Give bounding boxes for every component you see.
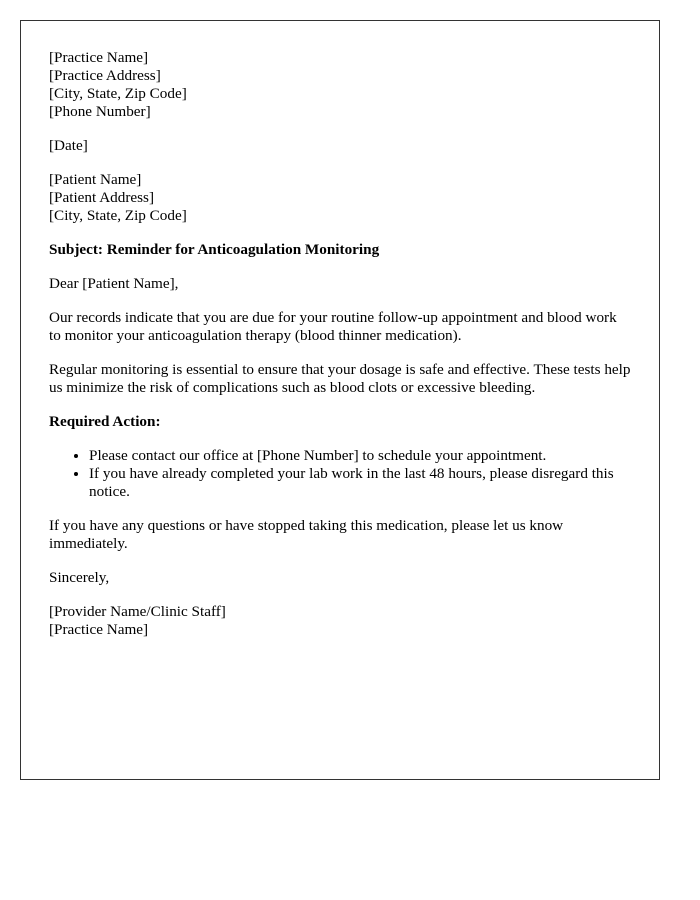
sender-phone: [Phone Number] xyxy=(49,103,151,120)
required-action-heading: Required Action: xyxy=(49,413,161,430)
letter-document xyxy=(20,20,660,780)
salutation: Dear [Patient Name], xyxy=(49,275,179,292)
required-action-list xyxy=(49,447,631,501)
date-block xyxy=(49,137,631,155)
signature-block xyxy=(49,603,631,639)
sender-practice-name: [Practice Name] xyxy=(49,49,149,66)
letter-date: [Date] xyxy=(49,137,88,154)
sender-practice-address: [Practice Address] xyxy=(49,67,161,84)
required-action-item: • If you have already completed your lab work in the last 48 hours, please disregard this notice. xyxy=(89,465,631,501)
body-paragraph-records: Our records indicate that you are due for your routine follow-up appointment and blood work to monitor your anticoagulation therapy (blood thinner medication). xyxy=(49,309,617,344)
signature-provider: [Provider Name/Clinic Staff] xyxy=(49,603,226,620)
body-paragraph-monitoring: Regular monitoring is essential to ensure that your dosage is safe and effective. These tests help us minimize the risk of complications such as blood clots or excessive bleeding. xyxy=(49,361,631,396)
closing: Sincerely, xyxy=(49,569,110,586)
recipient-address-block xyxy=(49,171,631,225)
sender-city-state-zip: [City, State, Zip Code] xyxy=(49,85,187,102)
sender-address-block xyxy=(49,49,631,121)
recipient-name: [Patient Name] xyxy=(49,171,142,188)
signature-practice-name: [Practice Name] xyxy=(49,621,149,638)
recipient-address: [Patient Address] xyxy=(49,189,155,206)
recipient-city-state-zip: [City, State, Zip Code] xyxy=(49,207,187,224)
subject-line: Subject: Reminder for Anticoagulation Monitoring xyxy=(49,241,380,258)
required-action-item: • Please contact our office at [Phone Number] to schedule your appointment. xyxy=(89,447,631,465)
closing-paragraph: If you have any questions or have stopped taking this medication, please let us know immediately. xyxy=(49,517,564,552)
